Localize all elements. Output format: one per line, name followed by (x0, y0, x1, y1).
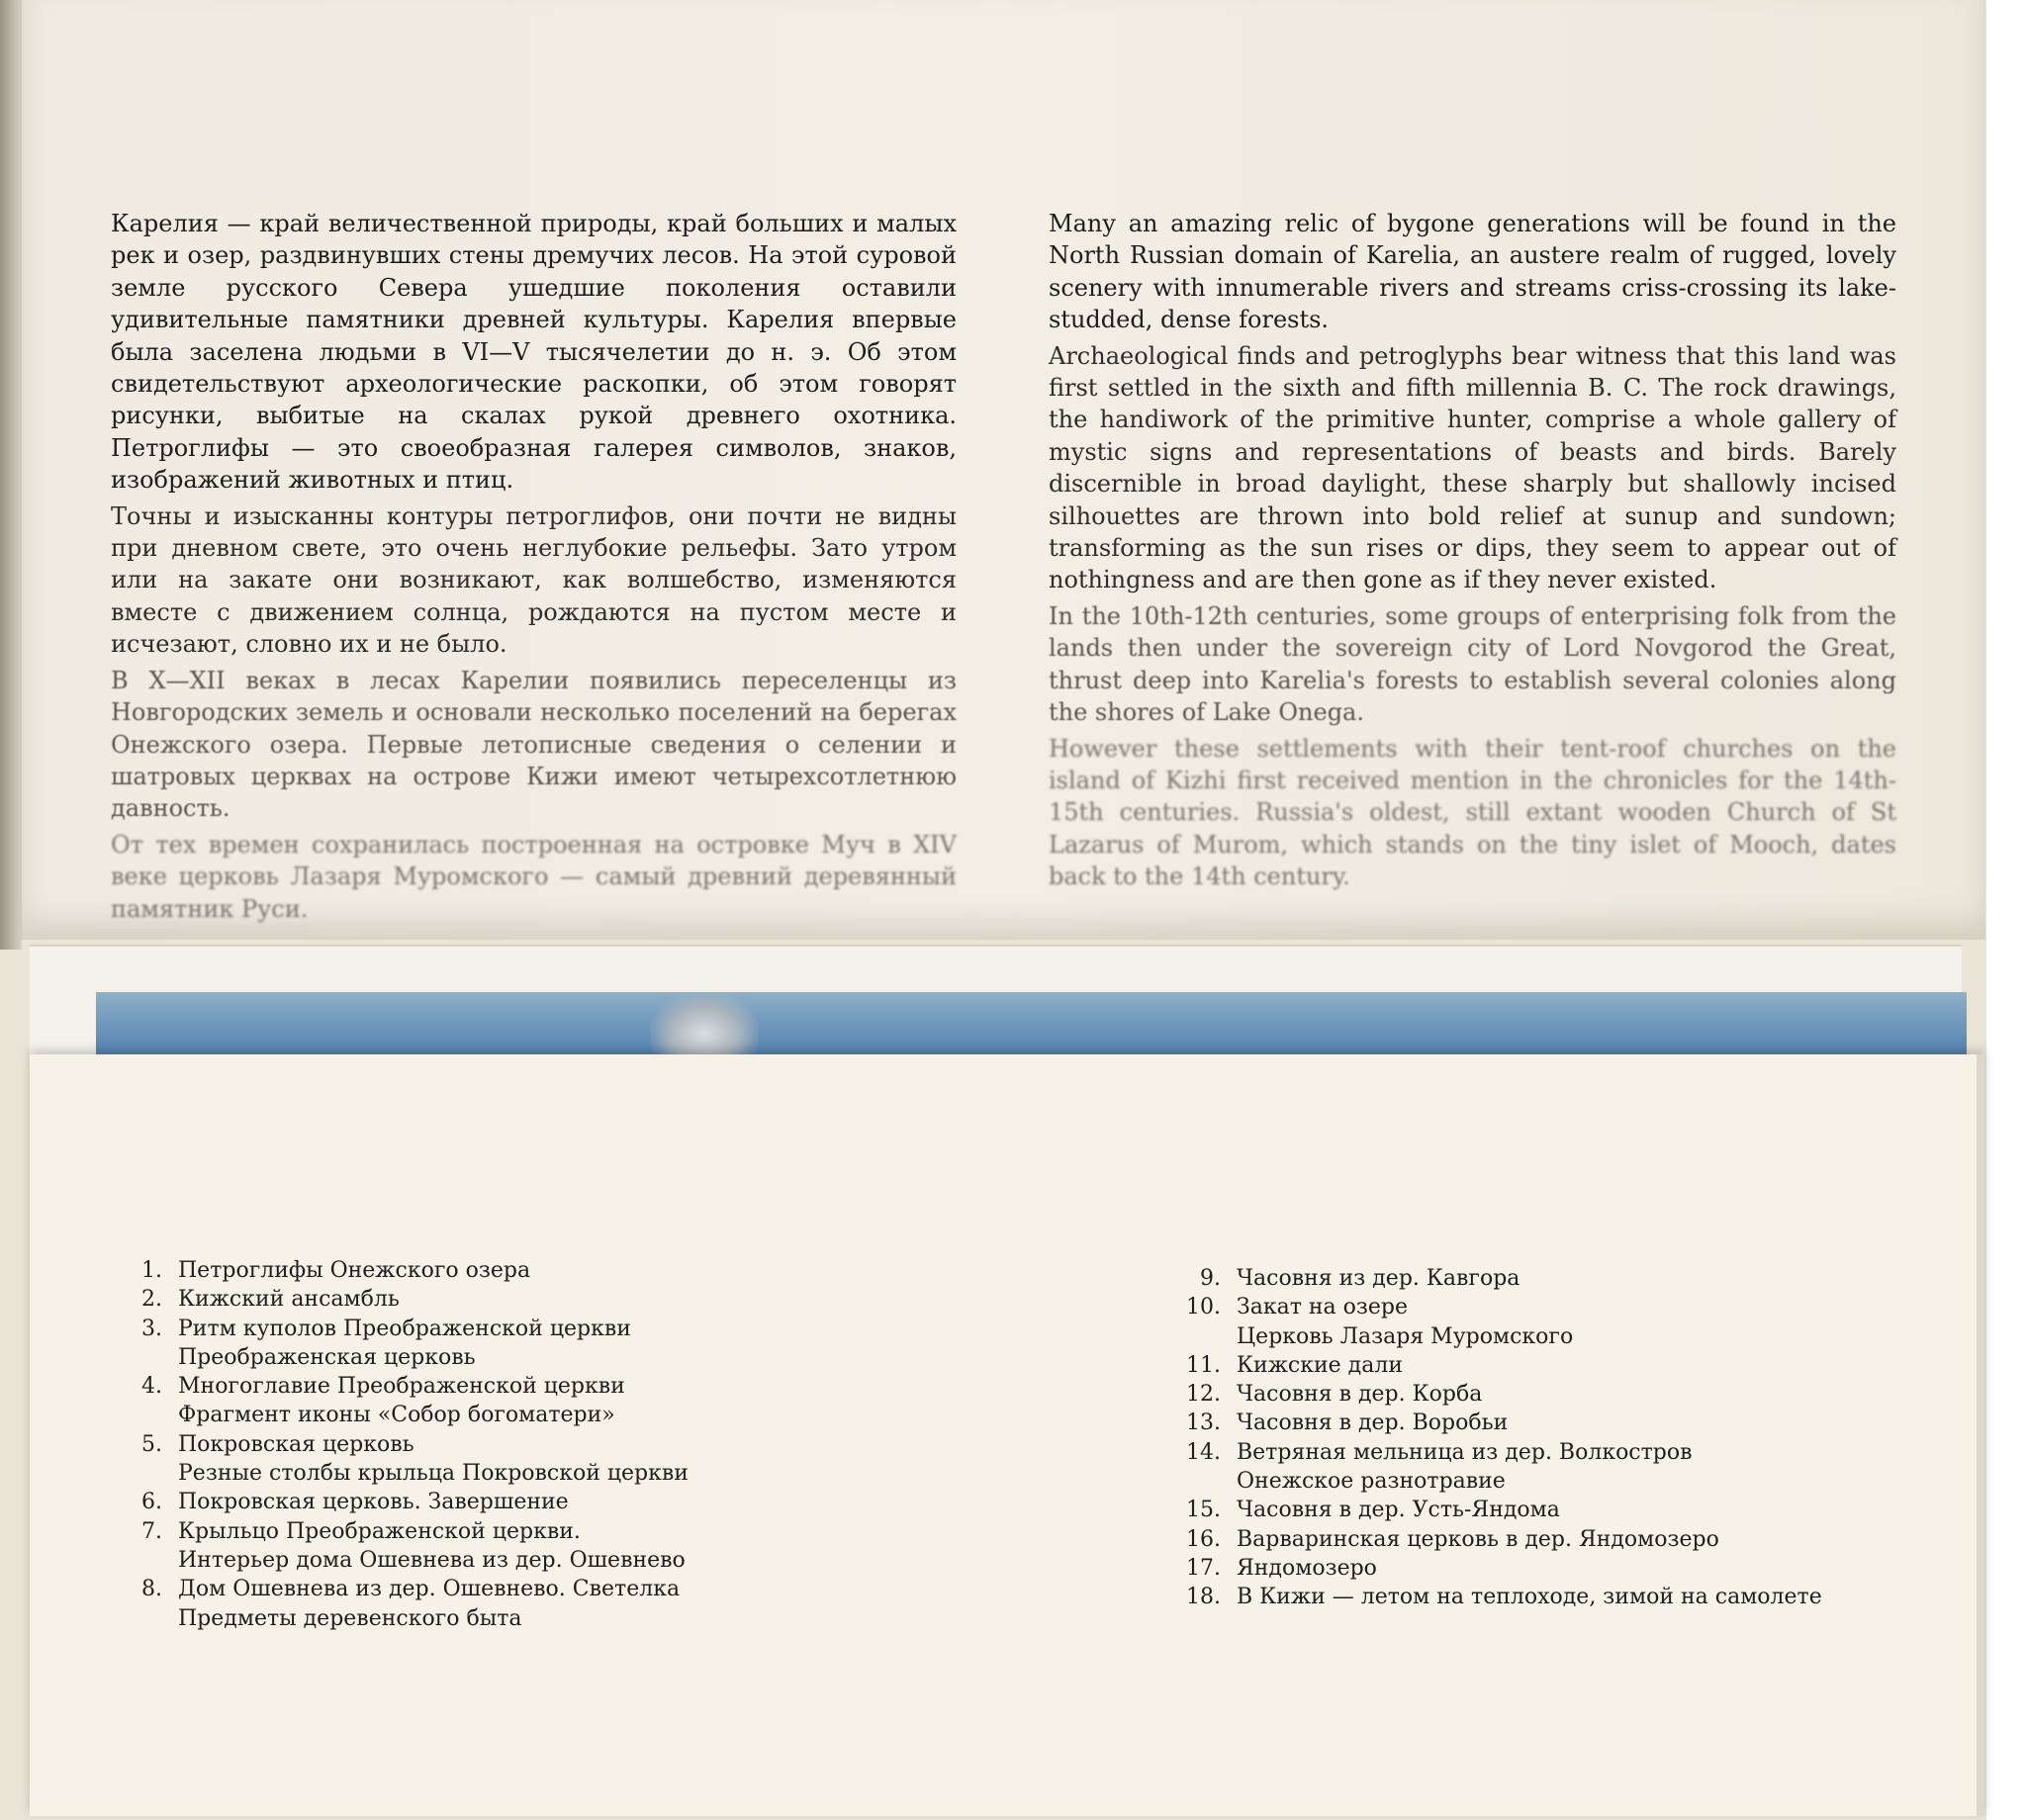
contents-item-line: Часовня в дер. Воробьи (1237, 1410, 1509, 1436)
contents-item (1171, 1583, 1822, 1611)
contents-item-line: Ветряная мельница из дер. Волкостров (1237, 1439, 1693, 1465)
russian-intro-p2: В X—XII веках в лесах Карелии появились переселенцы из Новгородских земель и основали несколько поселений на берегах Онежского озера. Первые летописные сведения о селении и шатровых церквах на острове Кижи имеют четырехсотлетнюю давность. (111, 666, 957, 823)
contents-item-line: Церковь Лазаря Муромского (1237, 1323, 1574, 1349)
contents-item-number: 16. (1186, 1526, 1221, 1552)
contents-item-line: Яндомозеро (1237, 1555, 1377, 1581)
contents-item-line: Фрагмент иконы «Собор богоматери» (178, 1403, 615, 1428)
contents-item-title (1237, 1525, 1719, 1554)
contents-item (125, 1430, 689, 1489)
contents-item-line: Предметы деревенского быта (178, 1605, 522, 1631)
contents-item-number: 2. (141, 1287, 162, 1313)
contents-item-title (178, 1256, 530, 1285)
english-intro-column (1049, 208, 1896, 897)
contents-item (1171, 1525, 1822, 1554)
contents-item-title (178, 1488, 569, 1516)
contents-list-right (1171, 1264, 1822, 1612)
contents-item-number: 6. (141, 1490, 162, 1515)
contents-item-line: Дом Ошевнева из дер. Ошевнево. Светелка (178, 1577, 681, 1602)
contents-item-line: Интерьер дома Ошевнева из дер. Ошевнево (178, 1547, 686, 1573)
contents-item (1171, 1380, 1822, 1409)
contents-item-line: Преображенская церковь (178, 1344, 476, 1370)
contents-item (1171, 1351, 1822, 1380)
contents-item (1171, 1264, 1822, 1293)
russian-intro-p2b: От тех времен сохранилась построенная на островке Муч в XIV веке церковь Лазаря Муромского — самый древний деревянный памятник Руси. (111, 830, 957, 923)
contents-item-line: Часовня из дер. Кавгора (1237, 1266, 1520, 1291)
contents-item (125, 1488, 689, 1516)
contents-item-number: 14. (1186, 1439, 1221, 1465)
contents-item-title (178, 1575, 680, 1633)
contents-item (125, 1256, 689, 1285)
contents-item-line: Многоглавие Преображенской церкви (178, 1374, 625, 1400)
contents-item-line: Покровская церковь (178, 1431, 414, 1457)
contents-item-title (1237, 1438, 1693, 1497)
contents-item-line: Ритм куполов Преображенской церкви (178, 1316, 631, 1341)
contents-item (1171, 1496, 1822, 1524)
english-intro-p1: Many an amazing relic of bygone generations will be found in the North Russian domain of Karelia, an austere realm of rugged, lovely scenery with innumerable rivers and streams criss-crossing its lake-studded, dense forests. (1049, 210, 1896, 334)
contents-item (125, 1315, 689, 1373)
contents-item-line: Кижский ансамбль (178, 1287, 400, 1313)
contents-item-number: 4. (141, 1374, 162, 1400)
english-intro-p2: Archaeological finds and petroglyphs bear witness that this land was first settled in the sixth and fifth millennia B. C. The rock drawings, the handiwork of the primitive hunter, comprise a whole gallery of mystic signs and representations of beasts and birds. Barely discernible in broad daylight, these sharply but shallowly incised silhouettes are thrown into bold relief at sunup and sundown; transforming as the sun rises or dips, they seem to appear out of nothingness and are then gone as if they never existed. (1049, 341, 1896, 594)
contents-item (1171, 1438, 1822, 1497)
contents-item-title (178, 1517, 686, 1576)
contents-item-title (1237, 1293, 1573, 1351)
contents-item-title (178, 1430, 689, 1489)
contents-item-line: Резные столбы крыльца Покровской церкви (178, 1461, 689, 1487)
english-intro-p3: In the 10th-12th centuries, some groups of enterprising folk from the lands then under the sovereign city of Lord Novgorod the Great, thrust deep into Karelia's forests to establish several colonies along the shores of Lake Onega. (1049, 601, 1896, 727)
contents-item-number: 12. (1186, 1382, 1221, 1408)
contents-item-number: 7. (141, 1518, 162, 1544)
postcard-photo-edge (96, 992, 1967, 1061)
contents-item-title (178, 1315, 631, 1373)
contents-item-title (1237, 1554, 1377, 1583)
contents-item (125, 1285, 689, 1314)
contents-item-line: Петроглифы Онежского озера (178, 1258, 531, 1283)
contents-item-number: 9. (1200, 1266, 1221, 1291)
contents-item-title (1237, 1496, 1560, 1524)
contents-item-number: 18. (1186, 1585, 1221, 1610)
russian-intro-p1: Карелия — край величественной природы, край больших и малых рек и озер, раздвинувших стены дремучих лесов. На этой суровой земле русского Севера ушедшие поколения оставили удивительные памятники древней культуры. Карелия впервые была заселена людьми в VI—V тысячелетии до н. э. Об этом свидетельствуют археологические раскопки, об этом говорят рисунки, выбитые на скалах рукой древнего охотника. Петроглифы — это своеобразная галерея символов, знаков, изображений животных и птиц. (111, 210, 957, 495)
contents-item-number: 8. (141, 1577, 162, 1602)
contents-list-left (125, 1256, 689, 1633)
contents-item-title (178, 1285, 400, 1314)
contents-item-number: 15. (1186, 1498, 1221, 1523)
contents-item-line: Часовня в дер. Корба (1237, 1382, 1483, 1408)
contents-item-number: 13. (1186, 1410, 1221, 1436)
contents-item-title (178, 1372, 625, 1430)
contents-item (1171, 1554, 1822, 1583)
contents-item-line: Кижские дали (1237, 1352, 1403, 1378)
contents-item (125, 1575, 689, 1633)
contents-item-line: Крыльцо Преображенской церкви. (178, 1518, 581, 1544)
contents-item-number: 17. (1186, 1555, 1221, 1581)
contents-item-line: Онежское разнотравие (1237, 1469, 1506, 1495)
tree-photo-detail (650, 992, 759, 1061)
contents-item-title (1237, 1351, 1403, 1380)
russian-intro-p1b: Точны и изысканны контуры петроглифов, они почти не видны при дневном свете, это очень неглубокие рельефы. Зато утром или на закате они возникают, как волшебство, изменяются вместе с движением солнца, рождаются на пустом месте и исчезают, словно их и не было. (111, 501, 957, 659)
contents-item (1171, 1293, 1822, 1351)
contents-item-number: 3. (141, 1316, 162, 1341)
contents-item-title (1237, 1380, 1482, 1409)
russian-intro-column (111, 208, 957, 929)
contents-item-line: Закат на озере (1237, 1295, 1408, 1320)
contents-item-title (1237, 1264, 1520, 1293)
fold-shadow (0, 0, 22, 950)
contents-item (125, 1517, 689, 1576)
contents-item-title (1237, 1409, 1508, 1437)
contents-item (125, 1372, 689, 1430)
contents-item-line: Варваринская церковь в дер. Яндомозеро (1237, 1526, 1719, 1552)
contents-item-number: 1. (141, 1258, 162, 1283)
contents-item-number: 11. (1186, 1352, 1221, 1378)
contents-item-line: Покровская церковь. Завершение (178, 1490, 569, 1515)
contents-item (1171, 1409, 1822, 1437)
english-intro-p3b: However these settlements with their tent-roof churches on the island of Kizhi first received mention in the chronicles for the 14th-15th centuries. Russia's oldest, still extant wooden Church of St Lazarus of Murom, which stands on the tiny islet of Mooch, dates back to the 14th century. (1049, 734, 1896, 891)
contents-item-number: 5. (141, 1431, 162, 1457)
contents-item-line: Часовня в дер. Усть-Яндома (1237, 1498, 1560, 1523)
contents-item-title (1237, 1583, 1822, 1611)
contents-item-number: 10. (1186, 1295, 1221, 1320)
contents-item-line: В Кижи — летом на теплоходе, зимой на самолете (1237, 1585, 1822, 1610)
